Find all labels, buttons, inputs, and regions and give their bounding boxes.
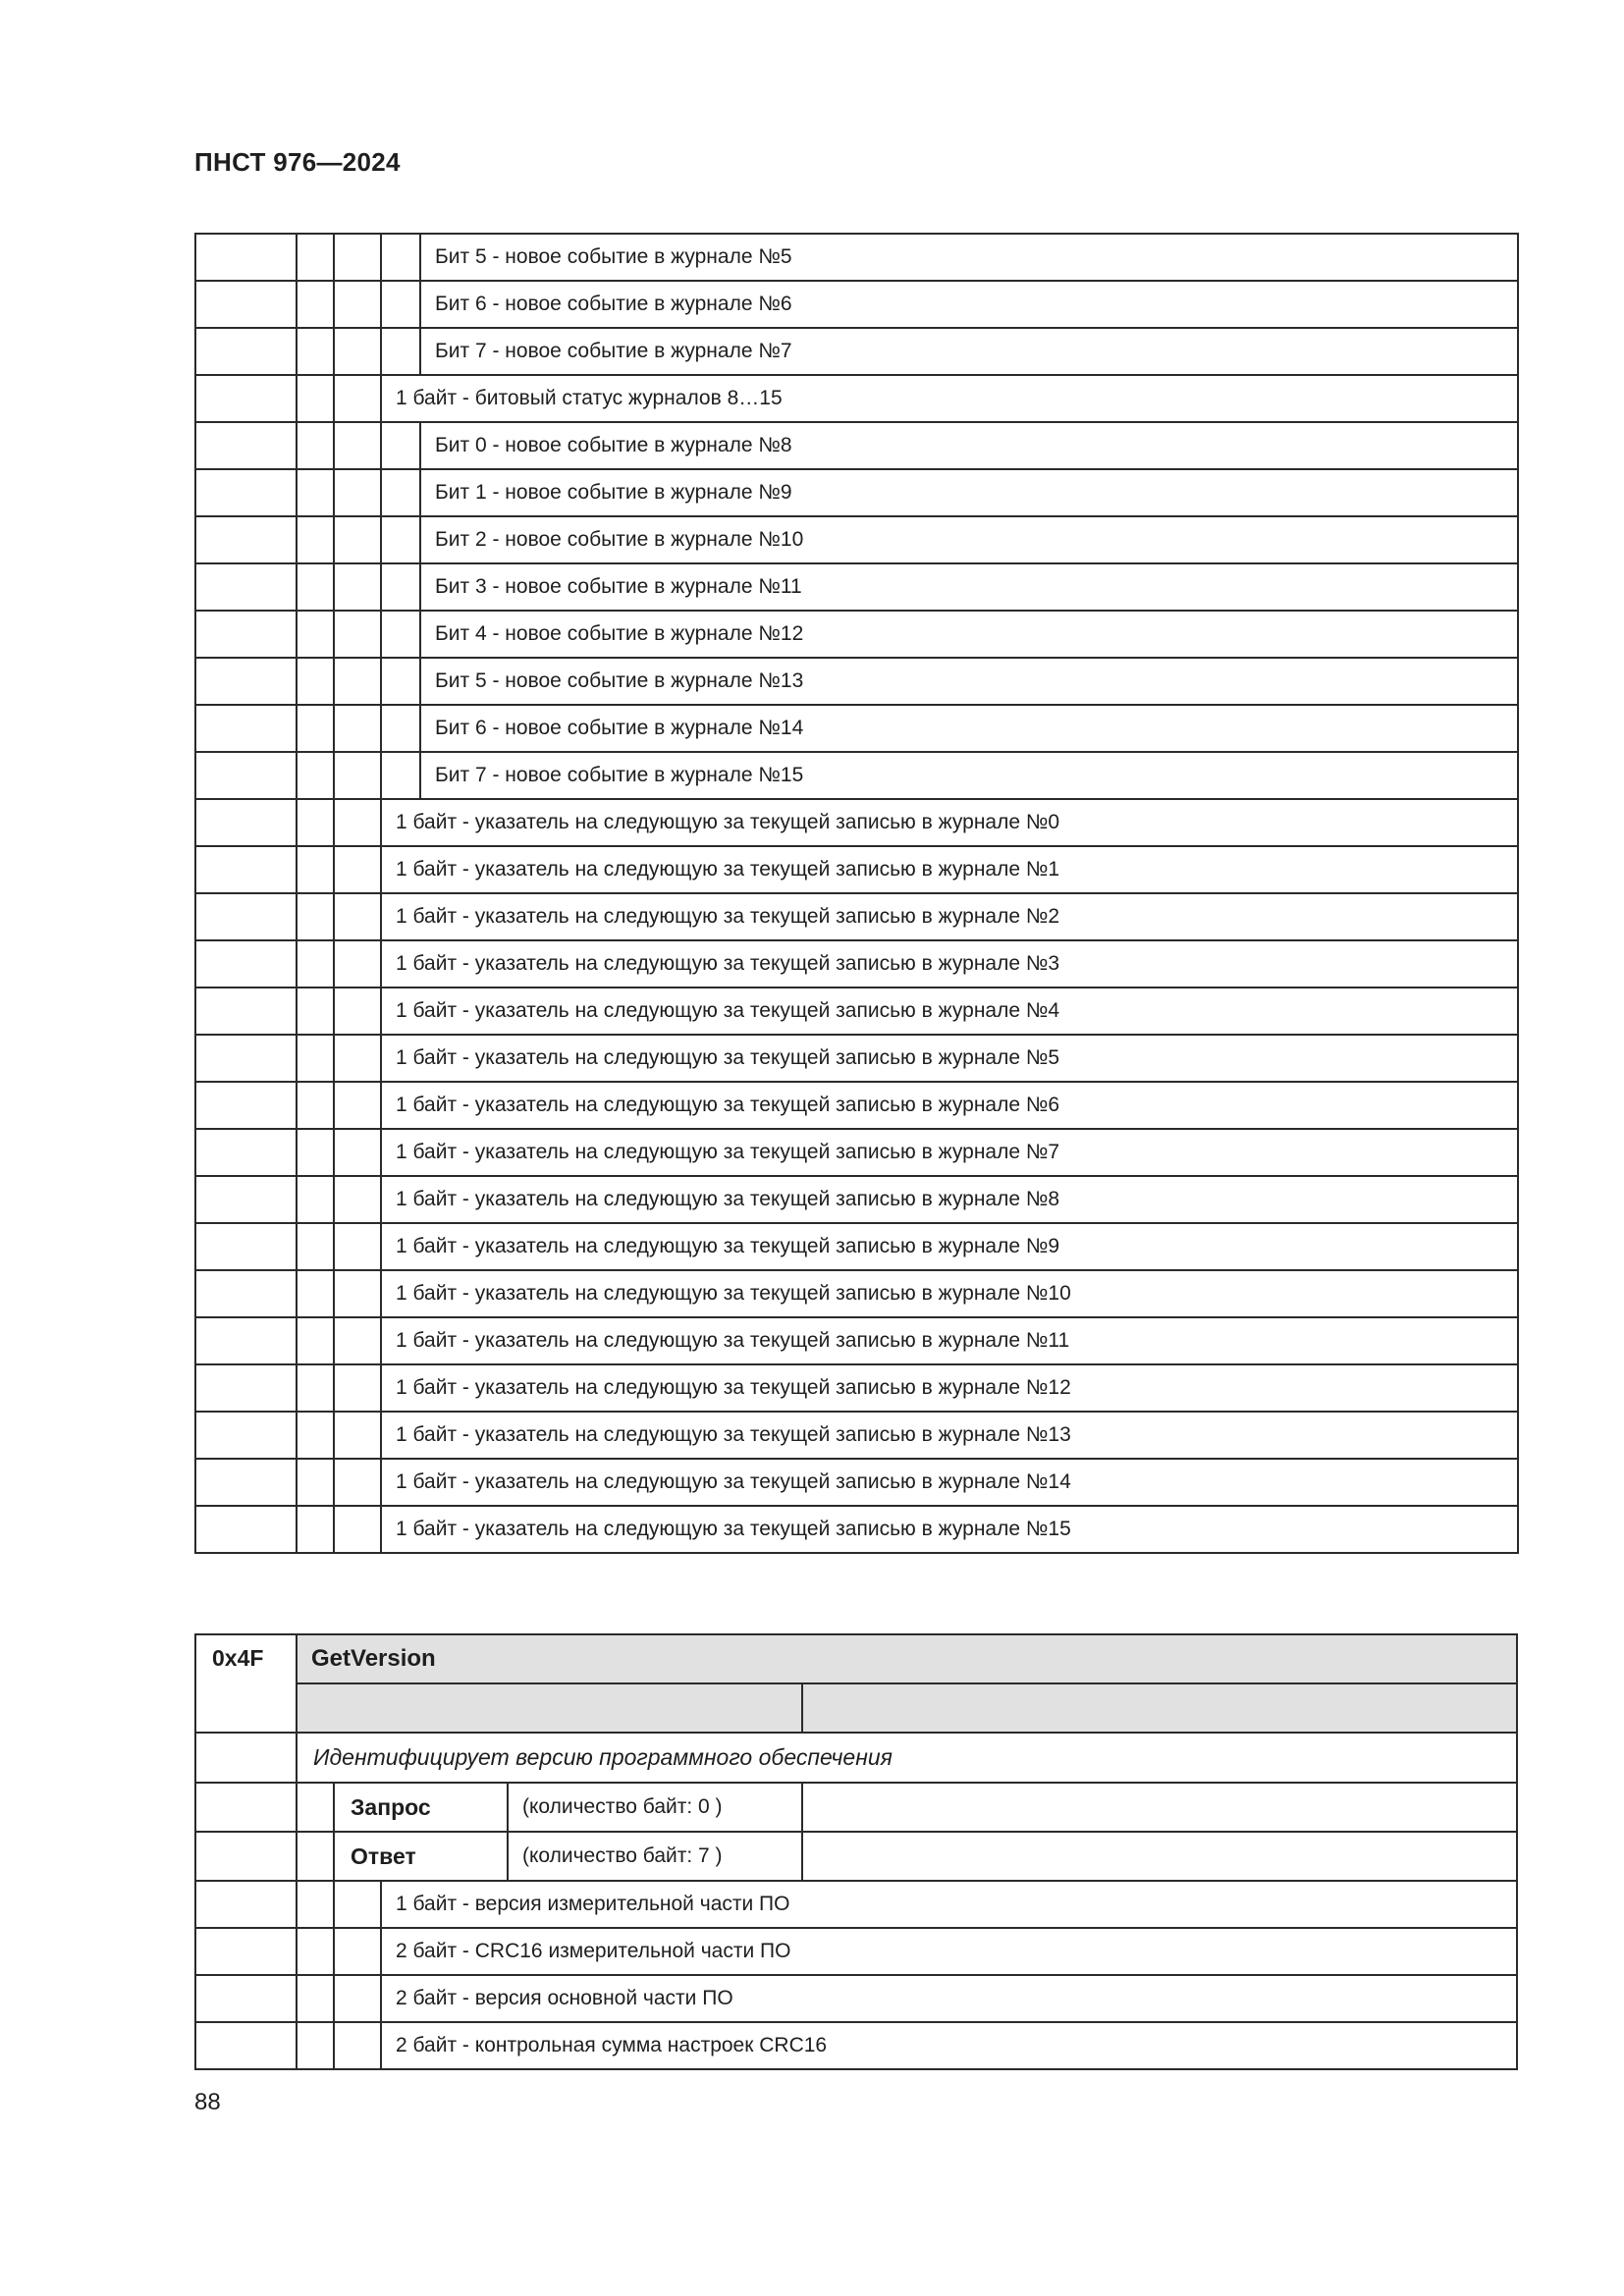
row-text: 1 байт - указатель на следующую за текущей записью в журнале №10 <box>381 1270 1518 1317</box>
blank-cell <box>195 1176 297 1223</box>
blank-cell <box>334 1975 381 2022</box>
blank-cell <box>334 988 381 1035</box>
blank-cell <box>297 611 334 658</box>
command-name: GetVersion <box>297 1634 1517 1683</box>
page-number: 88 <box>194 2089 221 2115</box>
row-text: 1 байт - указатель на следующую за текущей записью в журнале №15 <box>381 1506 1518 1553</box>
table-row <box>195 1082 1518 1129</box>
blank-cell <box>297 328 334 375</box>
row-text: Бит 5 - новое событие в журнале №5 <box>420 234 1518 281</box>
blank-cell <box>195 988 297 1035</box>
blank-cell <box>195 940 297 988</box>
document-header: ПНСТ 976—2024 <box>194 147 401 177</box>
table-row <box>195 1035 1518 1082</box>
command-gray-row <box>195 1683 1517 1733</box>
blank-cell <box>195 1783 297 1832</box>
blank-cell <box>334 940 381 988</box>
request-row <box>195 1783 1517 1832</box>
table-row <box>195 234 1518 281</box>
table-row <box>195 1270 1518 1317</box>
blank-cell <box>195 705 297 752</box>
request-label: Запрос <box>334 1783 508 1832</box>
blank-cell <box>297 1783 334 1832</box>
row-text: 1 байт - указатель на следующую за текущей записью в журнале №13 <box>381 1412 1518 1459</box>
blank-cell <box>334 2022 381 2069</box>
row-text: Бит 7 - новое событие в журнале №7 <box>420 328 1518 375</box>
gray-cell-right <box>802 1683 1517 1733</box>
blank-cell <box>195 1459 297 1506</box>
row-text: Бит 1 - новое событие в журнале №9 <box>420 469 1518 516</box>
command-description: Идентифицирует версию программного обеспечения <box>297 1733 1517 1783</box>
blank-cell <box>297 1881 334 1928</box>
table-row <box>195 611 1518 658</box>
row-text: 1 байт - указатель на следующую за текущей записью в журнале №4 <box>381 988 1518 1035</box>
blank-cell <box>195 1223 297 1270</box>
table-row <box>195 516 1518 563</box>
table-row <box>195 988 1518 1035</box>
blank-cell <box>334 846 381 893</box>
blank-cell <box>297 281 334 328</box>
table-row <box>195 1412 1518 1459</box>
blank-cell <box>334 516 381 563</box>
blank-cell <box>381 281 420 328</box>
getversion-table <box>194 1633 1518 2070</box>
blank-cell <box>334 1176 381 1223</box>
blank-cell <box>297 1506 334 1553</box>
response-label: Ответ <box>334 1832 508 1881</box>
blank-cell <box>297 940 334 988</box>
blank-cell <box>195 1317 297 1364</box>
blank-cell <box>297 563 334 611</box>
blank-cell <box>334 799 381 846</box>
request-byte-count: (количество байт: 0 ) <box>508 1783 802 1832</box>
row-text: Бит 5 - новое событие в журнале №13 <box>420 658 1518 705</box>
blank-cell <box>195 1975 297 2022</box>
blank-cell <box>195 1832 297 1881</box>
table-row <box>195 469 1518 516</box>
table-row <box>195 705 1518 752</box>
row-text: 1 байт - указатель на следующую за текущей записью в журнале №7 <box>381 1129 1518 1176</box>
table-row <box>195 1176 1518 1223</box>
blank-cell <box>297 1459 334 1506</box>
blank-cell <box>334 375 381 422</box>
blank-cell <box>334 1928 381 1975</box>
table-row <box>195 752 1518 799</box>
blank-cell <box>297 1082 334 1129</box>
table-row <box>195 658 1518 705</box>
blank-cell <box>297 1975 334 2022</box>
field-text: 2 байт - контрольная сумма настроек CRC16 <box>381 2022 1517 2069</box>
blank-cell <box>334 658 381 705</box>
blank-cell <box>195 375 297 422</box>
blank-cell <box>297 1928 334 1975</box>
row-text: Бит 6 - новое событие в журнале №6 <box>420 281 1518 328</box>
row-text: Бит 6 - новое событие в журнале №14 <box>420 705 1518 752</box>
blank-cell <box>334 328 381 375</box>
row-text: 1 байт - указатель на следующую за текущей записью в журнале №0 <box>381 799 1518 846</box>
blank-cell <box>334 752 381 799</box>
blank-cell <box>334 469 381 516</box>
table-row <box>195 940 1518 988</box>
blank-cell <box>334 611 381 658</box>
row-text: Бит 2 - новое событие в журнале №10 <box>420 516 1518 563</box>
row-text: Бит 7 - новое событие в журнале №15 <box>420 752 1518 799</box>
blank-cell <box>381 328 420 375</box>
blank-cell <box>334 1129 381 1176</box>
row-text: 1 байт - указатель на следующую за текущей записью в журнале №9 <box>381 1223 1518 1270</box>
blank-cell <box>195 281 297 328</box>
blank-cell <box>297 422 334 469</box>
blank-cell <box>381 611 420 658</box>
blank-cell <box>297 705 334 752</box>
row-text: 1 байт - указатель на следующую за текущей записью в журнале №14 <box>381 1459 1518 1506</box>
blank-cell <box>334 234 381 281</box>
blank-cell <box>802 1783 1517 1832</box>
blank-cell <box>195 1733 297 1783</box>
field-row <box>195 1881 1517 1928</box>
blank-cell <box>195 611 297 658</box>
table-row <box>195 328 1518 375</box>
field-text: 2 байт - CRC16 измерительной части ПО <box>381 1928 1517 1975</box>
blank-cell <box>334 422 381 469</box>
blank-cell <box>381 469 420 516</box>
field-row <box>195 2022 1517 2069</box>
row-text: 1 байт - указатель на следующую за текущей записью в журнале №12 <box>381 1364 1518 1412</box>
blank-cell <box>334 1082 381 1129</box>
blank-cell <box>297 799 334 846</box>
row-text: 1 байт - указатель на следующую за текущей записью в журнале №8 <box>381 1176 1518 1223</box>
blank-cell <box>381 658 420 705</box>
blank-cell <box>297 658 334 705</box>
blank-cell <box>334 1506 381 1553</box>
blank-cell <box>334 1223 381 1270</box>
row-text: 1 байт - указатель на следующую за текущей записью в журнале №3 <box>381 940 1518 988</box>
blank-cell <box>297 234 334 281</box>
row-text: 1 байт - битовый статус журналов 8…15 <box>381 375 1518 422</box>
blank-cell <box>297 1223 334 1270</box>
blank-cell <box>195 846 297 893</box>
blank-cell <box>195 1082 297 1129</box>
blank-cell <box>297 1412 334 1459</box>
table-row <box>195 422 1518 469</box>
blank-cell <box>334 893 381 940</box>
blank-cell <box>381 563 420 611</box>
blank-cell <box>297 893 334 940</box>
blank-cell <box>381 234 420 281</box>
blank-cell <box>297 752 334 799</box>
table-row <box>195 1129 1518 1176</box>
blank-cell <box>381 422 420 469</box>
blank-cell <box>297 2022 334 2069</box>
field-text: 1 байт - версия измерительной части ПО <box>381 1881 1517 1928</box>
blank-cell <box>297 846 334 893</box>
blank-cell <box>195 516 297 563</box>
blank-cell <box>802 1832 1517 1881</box>
blank-cell <box>297 1364 334 1412</box>
response-row <box>195 1832 1517 1881</box>
blank-cell <box>195 2022 297 2069</box>
blank-cell <box>334 281 381 328</box>
log-status-table <box>194 233 1519 1554</box>
field-row <box>195 1928 1517 1975</box>
blank-cell <box>195 752 297 799</box>
blank-cell <box>195 1035 297 1082</box>
blank-cell <box>381 752 420 799</box>
table-row <box>195 846 1518 893</box>
blank-cell <box>195 799 297 846</box>
table-row <box>195 799 1518 846</box>
table-row <box>195 1223 1518 1270</box>
blank-cell <box>195 469 297 516</box>
blank-cell <box>297 1832 334 1881</box>
table-row <box>195 893 1518 940</box>
blank-cell <box>195 422 297 469</box>
blank-cell <box>195 1881 297 1928</box>
blank-cell <box>195 1129 297 1176</box>
blank-cell <box>297 1176 334 1223</box>
table-row <box>195 1364 1518 1412</box>
row-text: 1 байт - указатель на следующую за текущей записью в журнале №1 <box>381 846 1518 893</box>
description-row <box>195 1733 1517 1783</box>
blank-cell <box>297 1317 334 1364</box>
blank-cell <box>334 1412 381 1459</box>
field-text: 2 байт - версия основной части ПО <box>381 1975 1517 2022</box>
blank-cell <box>334 1035 381 1082</box>
table-row <box>195 375 1518 422</box>
blank-cell <box>334 1881 381 1928</box>
blank-cell <box>381 705 420 752</box>
blank-cell <box>334 1364 381 1412</box>
blank-cell <box>334 1317 381 1364</box>
table-row <box>195 1506 1518 1553</box>
blank-cell <box>195 1270 297 1317</box>
table-row <box>195 1459 1518 1506</box>
blank-cell <box>381 516 420 563</box>
blank-cell <box>195 234 297 281</box>
blank-cell <box>334 563 381 611</box>
blank-cell <box>195 563 297 611</box>
blank-cell <box>195 1412 297 1459</box>
blank-cell <box>297 1035 334 1082</box>
command-row <box>195 1634 1517 1683</box>
blank-cell <box>195 1928 297 1975</box>
field-row <box>195 1975 1517 2022</box>
row-text: 1 байт - указатель на следующую за текущей записью в журнале №5 <box>381 1035 1518 1082</box>
blank-cell <box>297 1129 334 1176</box>
blank-cell <box>334 705 381 752</box>
table-row <box>195 281 1518 328</box>
blank-cell <box>195 1506 297 1553</box>
blank-cell <box>334 1459 381 1506</box>
blank-cell <box>334 1270 381 1317</box>
blank-cell <box>195 893 297 940</box>
row-text: 1 байт - указатель на следующую за текущей записью в журнале №6 <box>381 1082 1518 1129</box>
blank-cell <box>297 1270 334 1317</box>
table-row <box>195 563 1518 611</box>
response-byte-count: (количество байт: 7 ) <box>508 1832 802 1881</box>
blank-cell <box>297 516 334 563</box>
command-code: 0x4F <box>195 1634 297 1733</box>
row-text: 1 байт - указатель на следующую за текущей записью в журнале №11 <box>381 1317 1518 1364</box>
blank-cell <box>195 658 297 705</box>
blank-cell <box>195 1364 297 1412</box>
row-text: Бит 4 - новое событие в журнале №12 <box>420 611 1518 658</box>
blank-cell <box>297 375 334 422</box>
blank-cell <box>195 328 297 375</box>
gray-cell-left <box>297 1683 802 1733</box>
table-row <box>195 1317 1518 1364</box>
blank-cell <box>297 469 334 516</box>
blank-cell <box>297 988 334 1035</box>
row-text: 1 байт - указатель на следующую за текущей записью в журнале №2 <box>381 893 1518 940</box>
row-text: Бит 3 - новое событие в журнале №11 <box>420 563 1518 611</box>
row-text: Бит 0 - новое событие в журнале №8 <box>420 422 1518 469</box>
